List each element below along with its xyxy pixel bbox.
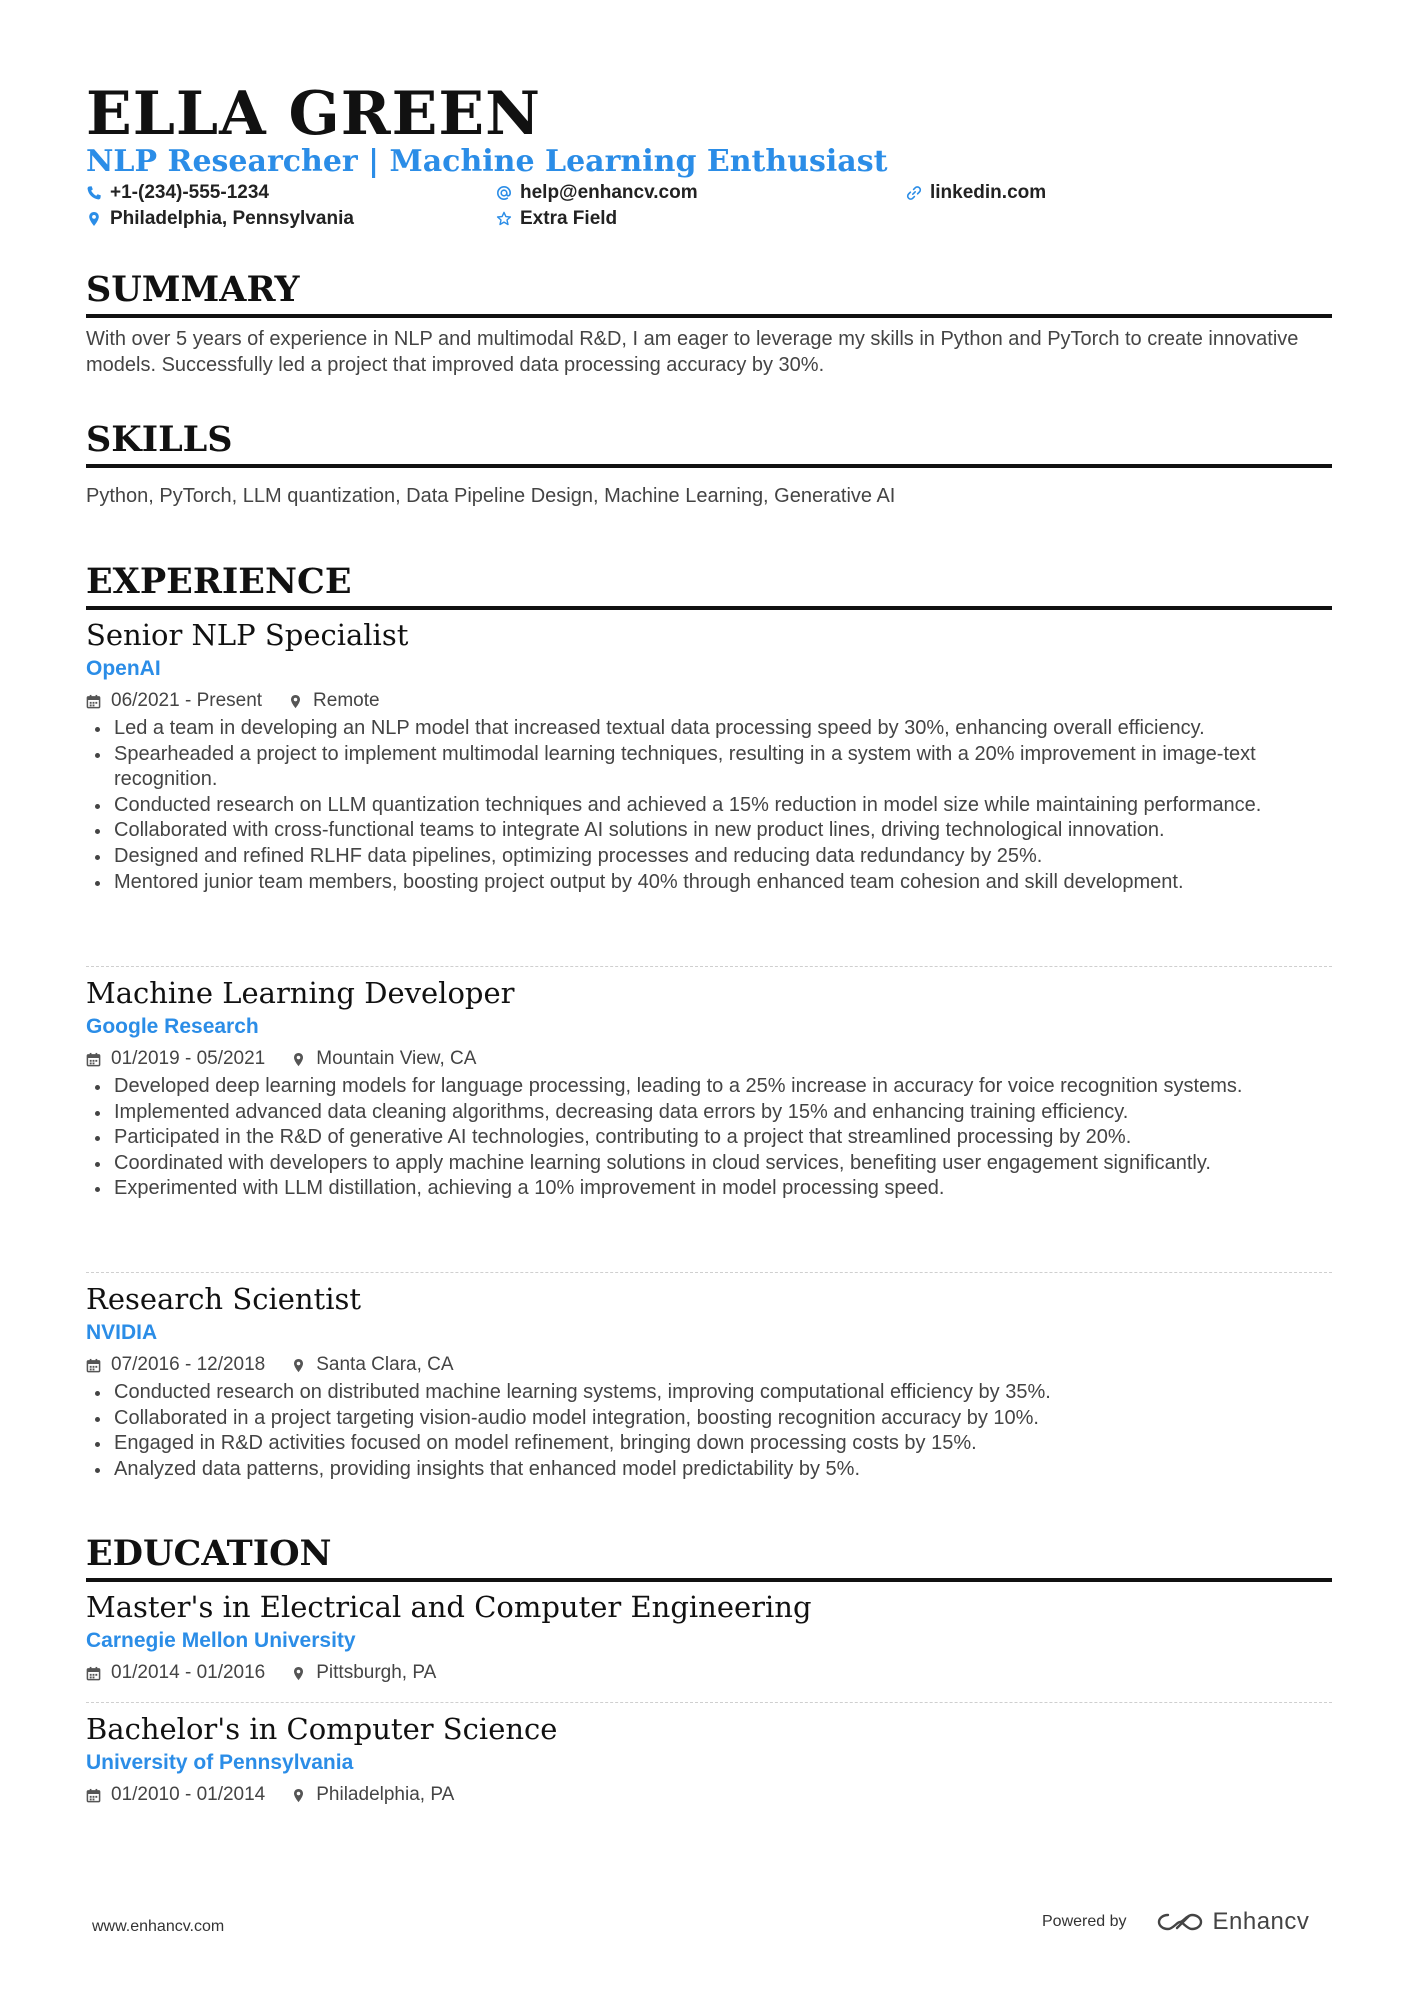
map-pin-icon	[86, 211, 102, 227]
school-name: University of Pennsylvania	[86, 1751, 354, 1774]
map-pin-icon	[291, 1666, 306, 1681]
job-title: Research Scientist	[86, 1282, 362, 1316]
company-name: Google Research	[86, 1015, 259, 1038]
linkedin-text: linkedin.com	[930, 182, 1047, 203]
job-bullets	[86, 1380, 1332, 1482]
job-bullets	[86, 716, 1332, 895]
list-item: Mentored junior team members, boosting project output by 40% through enhanced team cohesion and skill development.	[86, 870, 1332, 896]
school-name: Carnegie Mellon University	[86, 1629, 356, 1652]
calendar-icon	[86, 1788, 101, 1803]
list-item: Analyzed data patterns, providing insights that enhanced model predictability by 5%.	[86, 1457, 1332, 1483]
job-dates: 06/2021 - Present	[86, 686, 262, 716]
job-meta	[86, 1350, 1332, 1380]
summary-text: With over 5 years of experience in NLP and multimodal R&D, I am eager to leverage my skills in Python and PyTorch to create innovative models. Successfully led a project that improved data processing accuracy by 30%.	[86, 328, 1299, 376]
education-meta	[86, 1658, 1332, 1688]
brand-name: Enhancv	[1212, 1908, 1310, 1935]
entry-divider	[86, 1272, 1332, 1273]
map-pin-icon	[288, 694, 303, 709]
list-item: Led a team in developing an NLP model that increased textual data processing speed by 30%, enhancing overall efficiency.	[86, 716, 1332, 742]
star-icon	[496, 211, 512, 227]
company-name: NVIDIA	[86, 1321, 158, 1344]
contact-linkedin[interactable]	[906, 182, 1046, 204]
education-dates: 01/2014 - 01/2016	[86, 1658, 265, 1688]
map-pin-icon	[291, 1788, 306, 1803]
skills-text: Python, PyTorch, LLM quantization, Data Pipeline Design, Machine Learning, Generative AI	[86, 485, 896, 507]
job-bullets	[86, 1074, 1332, 1202]
job-location: Mountain View, CA	[291, 1044, 476, 1074]
job-title: Machine Learning Developer	[86, 976, 515, 1010]
list-item: Conducted research on LLM quantization techniques and achieved a 15% reduction in model size while maintaining performance.	[86, 793, 1332, 819]
list-item: Conducted research on distributed machine learning systems, improving computational efficiency by 35%.	[86, 1380, 1332, 1406]
list-item: Participated in the R&D of generative AI technologies, contributing to a project that streamlined processing by 20%.	[86, 1125, 1332, 1151]
experience-heading: EXPERIENCE	[86, 560, 1332, 610]
map-pin-icon	[291, 1358, 306, 1373]
phone-icon	[86, 185, 102, 201]
footer-website-link[interactable]: www.enhancv.com	[92, 1918, 225, 1935]
calendar-icon	[86, 1052, 101, 1067]
list-item: Developed deep learning models for language processing, leading to a 25% increase in accuracy for voice recognition systems.	[86, 1074, 1332, 1100]
summary-heading: SUMMARY	[86, 268, 1332, 318]
degree-title: Bachelor's in Computer Science	[86, 1712, 558, 1746]
education-location: Pittsburgh, PA	[291, 1658, 436, 1688]
job-meta	[86, 1044, 1332, 1074]
contact-phone	[86, 182, 269, 204]
skills-heading: SKILLS	[86, 418, 1332, 468]
contact-extra	[496, 208, 617, 230]
company-name: OpenAI	[86, 657, 161, 680]
job-dates: 07/2016 - 12/2018	[86, 1350, 265, 1380]
experience-entry	[86, 1280, 1332, 1482]
location-text: Philadelphia, Pennsylvania	[110, 208, 354, 229]
list-item: Implemented advanced data cleaning algorithms, decreasing data errors by 15% and enhancing training efficiency.	[86, 1100, 1332, 1126]
list-item: Experimented with LLM distillation, achieving a 10% improvement in model processing speed.	[86, 1176, 1332, 1202]
list-item: Engaged in R&D activities focused on model refinement, bringing down processing costs by 15%.	[86, 1431, 1332, 1457]
degree-title: Master's in Electrical and Computer Engineering	[86, 1590, 812, 1624]
footer-branding	[1042, 1908, 1309, 1936]
powered-by-label: Powered by	[1042, 1913, 1127, 1930]
calendar-icon	[86, 1666, 101, 1681]
job-title: Senior NLP Specialist	[86, 618, 409, 652]
education-meta	[86, 1780, 1332, 1810]
job-location: Santa Clara, CA	[291, 1350, 453, 1380]
extra-text: Extra Field	[520, 208, 618, 229]
education-heading: EDUCATION	[86, 1532, 1332, 1582]
enhancv-logo-icon[interactable]	[1155, 1909, 1205, 1935]
job-meta	[86, 686, 1332, 716]
contact-location	[86, 208, 354, 230]
contact-email[interactable]	[496, 182, 698, 204]
candidate-name: ELLA GREEN	[86, 79, 541, 149]
education-entry	[86, 1710, 1332, 1810]
map-pin-icon	[291, 1052, 306, 1067]
education-location: Philadelphia, PA	[291, 1780, 454, 1810]
at-icon	[496, 185, 512, 201]
experience-entry	[86, 616, 1332, 895]
list-item: Collaborated in a project targeting vision-audio model integration, boosting recognition accuracy by 10%.	[86, 1406, 1332, 1432]
experience-entry	[86, 974, 1332, 1202]
list-item: Coordinated with developers to apply machine learning solutions in cloud services, benefiting user engagement significantly.	[86, 1151, 1332, 1177]
job-location: Remote	[288, 686, 380, 716]
list-item: Spearheaded a project to implement multimodal learning techniques, resulting in a system with a 20% improvement in image-text recognition.	[86, 742, 1332, 793]
entry-divider	[86, 1702, 1332, 1703]
phone-text: +1-(234)-555-1234	[110, 182, 269, 203]
email-text: help@enhancv.com	[520, 182, 698, 203]
entry-divider	[86, 966, 1332, 967]
education-entry	[86, 1588, 1332, 1688]
job-dates: 01/2019 - 05/2021	[86, 1044, 265, 1074]
link-icon	[906, 185, 922, 201]
calendar-icon	[86, 694, 101, 709]
candidate-headline: NLP Researcher | Machine Learning Enthusiast	[86, 144, 888, 179]
calendar-icon	[86, 1358, 101, 1373]
list-item: Collaborated with cross-functional teams to integrate AI solutions in new product lines, driving technological innovation.	[86, 818, 1332, 844]
list-item: Designed and refined RLHF data pipelines, optimizing processes and reducing data redundancy by 25%.	[86, 844, 1332, 870]
education-dates: 01/2010 - 01/2014	[86, 1780, 265, 1810]
